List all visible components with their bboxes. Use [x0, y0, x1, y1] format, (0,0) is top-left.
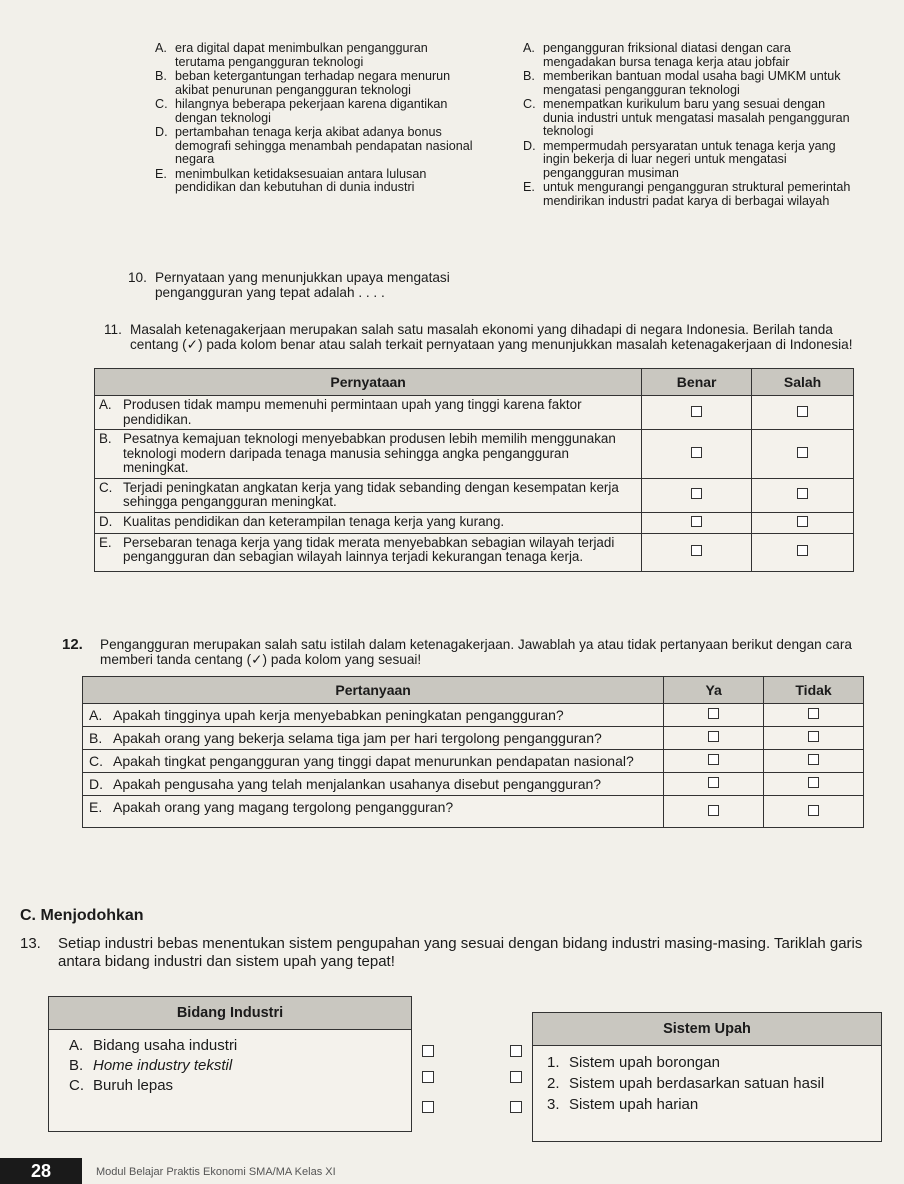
left-option-b[interactable]: B. beban ketergantungan terhadap negara menurun akibat penurunan pengangguran teknologi — [155, 69, 451, 97]
checkbox-ya-a[interactable] — [708, 708, 719, 719]
table-row: E. Apakah orang yang magang tergolong pengangguran? — [83, 796, 864, 828]
table-row: B. Apakah orang yang bekerja selama tiga jam per hari tergolong pengangguran? — [83, 727, 864, 750]
checkbox-tidak-a[interactable] — [808, 708, 819, 719]
table-row: C. Terjadi peningkatan angkatan kerja yang tidak sebanding dengan kesempatan kerja sehingga pengangguran meningkat. — [95, 478, 854, 512]
q11-header-statement: Pernyataan — [95, 369, 642, 396]
right-option-e[interactable]: E. untuk mengurangi pengangguran struktural pemerintah mendirikan industri padat karya di berbagai wilayah — [523, 180, 851, 208]
industry-item-c: C. Buruh lepas — [69, 1077, 174, 1094]
table-row: D. Kualitas pendidikan dan keterampilan tenaga kerja yang kurang. — [95, 512, 854, 533]
checkbox-ya-d[interactable] — [708, 777, 719, 788]
industry-item-a: A. Bidang usaha industri — [69, 1037, 238, 1054]
checkbox-ya-c[interactable] — [708, 754, 719, 765]
checkbox-salah-e[interactable] — [797, 545, 808, 556]
checkbox-benar-e[interactable] — [691, 545, 702, 556]
checkbox-salah-d[interactable] — [797, 516, 808, 527]
checkbox-ya-b[interactable] — [708, 731, 719, 742]
checkbox-salah-b[interactable] — [797, 447, 808, 458]
q11-table — [94, 368, 854, 572]
checkbox-benar-c[interactable] — [691, 488, 702, 499]
left-option-d[interactable]: D. pertambahan tenaga kerja akibat adanya bonus demografi sehingga menambah pendapatan nasional negara — [155, 125, 473, 166]
q11-header-benar: Benar — [642, 369, 752, 396]
q12-table — [82, 676, 864, 828]
checkbox-benar-b[interactable] — [691, 447, 702, 458]
question-13: 13. Setiap industri bebas menentukan sistem pengupahan yang sesuai dengan bidang industri masing-masing. Tariklah garis antara bidang industri dan sistem upah yang tepat! — [20, 935, 863, 970]
table-row: A. Apakah tingginya upah kerja menyebabkan peningkatan pengangguran? — [83, 704, 864, 727]
right-options — [523, 42, 853, 209]
left-option-c[interactable]: C. hilangnya beberapa pekerjaan karena digantikan dengan teknologi — [155, 97, 448, 125]
table-row: D. Apakah pengusaha yang telah menjalankan usahanya disebut pengangguran? — [83, 773, 864, 796]
checkbox-benar-d[interactable] — [691, 516, 702, 527]
left-option-a[interactable]: A. era digital dapat menimbulkan pengangguran terutama pengangguran teknologi — [155, 41, 428, 69]
match-point-1[interactable] — [510, 1045, 522, 1057]
right-option-d[interactable]: D. mempermudah persyaratan untuk tenaga kerja yang ingin bekerja di luar negeri untuk mengatasi pengangguran musiman — [523, 138, 836, 180]
q12-header-tidak: Tidak — [764, 677, 864, 704]
checkbox-tidak-b[interactable] — [808, 731, 819, 742]
table-row: A. Produsen tidak mampu memenuhi permintaan upah yang tinggi karena faktor pendidikan. — [95, 396, 854, 430]
match-point-a[interactable] — [422, 1045, 434, 1057]
page-number: 28 — [0, 1158, 82, 1184]
right-option-c[interactable]: C. menempatkan kurikulum baru yang sesuai dengan dunia industri untuk mengatasi masalah pengangguran teknologi — [523, 97, 850, 138]
checkbox-tidak-e[interactable] — [808, 805, 819, 816]
match-point-3[interactable] — [510, 1101, 522, 1113]
wage-item-2: 2. Sistem upah berdasarkan satuan hasil — [547, 1075, 825, 1092]
table-row: B. Pesatnya kemajuan teknologi menyebabkan produsen lebih memilih menggunakan teknologi modern daripada tenaga manusia sehingga angka pengangguran meningkat. — [95, 430, 854, 479]
checkbox-benar-a[interactable] — [691, 406, 702, 417]
question-10: 10. Pernyataan yang menunjukkan upaya mengatasi pengangguran yang tepat adalah . . . . — [128, 270, 450, 300]
industry-box — [48, 996, 412, 1132]
wage-item-1: 1. Sistem upah borongan — [547, 1054, 720, 1071]
question-11: 11. Masalah ketenagakerjaan merupakan salah satu masalah ekonomi yang dihadapi di negara Indonesia. Berilah tanda centang (✓) pada kolom benar atau salah terkait pernyataan yang menunjukkan masalah ketenagakerjaan di Indonesia! — [104, 322, 853, 352]
match-point-c[interactable] — [422, 1101, 434, 1113]
question-12: 12. Pengangguran merupakan salah satu istilah dalam ketenagakerjaan. Jawablah ya atau tidak pertanyaan berikut dengan cara memberi tanda centang (✓) pada kolom yang sesuai! — [62, 636, 852, 667]
section-title: C. Menjodohkan — [20, 907, 144, 924]
match-point-b[interactable] — [422, 1071, 434, 1083]
checkbox-tidak-d[interactable] — [808, 777, 819, 788]
checkbox-salah-c[interactable] — [797, 488, 808, 499]
q11-header-salah: Salah — [752, 369, 854, 396]
checkbox-ya-e[interactable] — [708, 805, 719, 816]
q12-header-statement: Pertanyaan — [83, 677, 664, 704]
wage-item-3: 3. Sistem upah harian — [547, 1096, 699, 1113]
table-row: C. Apakah tingkat pengangguran yang tinggi dapat menurunkan pendapatan nasional? — [83, 750, 864, 773]
table-row: E. Persebaran tenaga kerja yang tidak merata menyebabkan sebagian wilayah terjadi pengangguran dan sebagian wilayah lainnya terjadi kekurangan tenaga kerja. — [95, 533, 854, 571]
left-option-e[interactable]: E. menimbulkan ketidaksesuaian antara lulusan pendidikan dan kebutuhan di dunia industri — [155, 166, 427, 194]
checkbox-tidak-c[interactable] — [808, 754, 819, 765]
match-point-2[interactable] — [510, 1071, 522, 1083]
wage-header: Sistem Upah — [533, 1013, 881, 1046]
right-option-a[interactable]: A. pengangguran friksional diatasi dengan cara mengadakan bursa tenaga kerja atau jobfair — [523, 41, 791, 69]
industry-item-b: B. Home industry tekstil — [69, 1057, 233, 1074]
q12-header-ya: Ya — [664, 677, 764, 704]
checkbox-salah-a[interactable] — [797, 406, 808, 417]
book-title: Modul Belajar Praktis Ekonomi SMA/MA Kelas XI — [96, 1166, 336, 1178]
left-options — [155, 42, 473, 196]
industry-header: Bidang Industri — [49, 997, 411, 1030]
wage-box — [532, 1012, 882, 1142]
right-option-b[interactable]: B. memberikan bantuan modal usaha bagi UMKM untuk mengatasi pengangguran teknologi — [523, 69, 841, 97]
